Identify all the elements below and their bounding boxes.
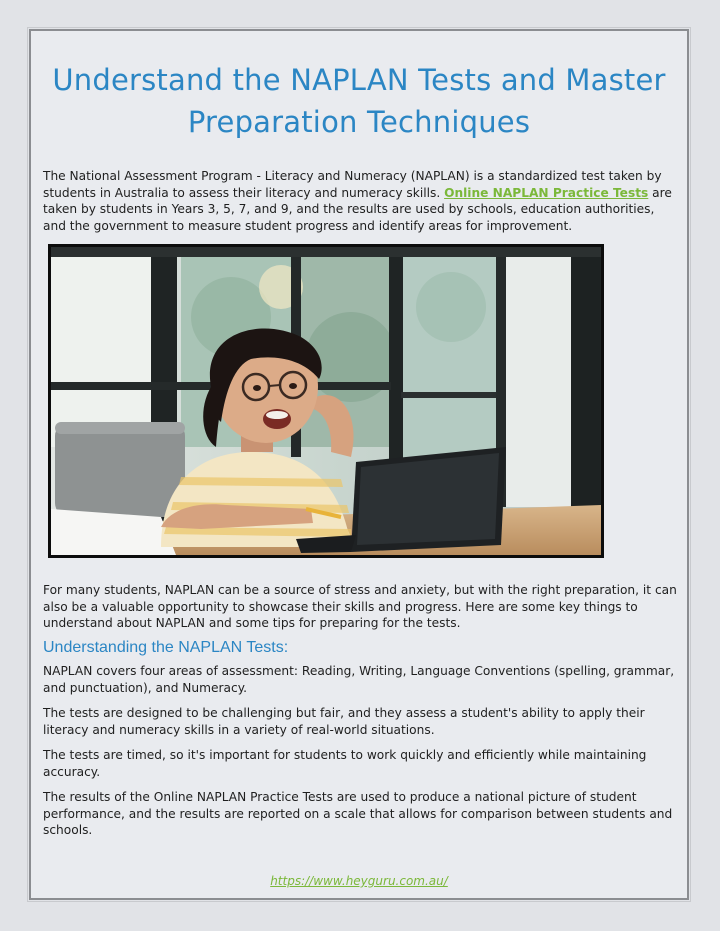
section-paragraph-3: The tests are timed, so it's important for students to work quickly and efficiently while maintaining accuracy. [43, 748, 647, 779]
section-paragraph-1: NAPLAN covers four areas of assessment: Reading, Writing, Language Conventions (spelling, grammar, and punctuation), and Numeracy. [43, 664, 675, 695]
naplan-practice-tests-link[interactable]: Online NAPLAN Practice Tests [444, 185, 649, 200]
document-title [31, 59, 687, 143]
footer-url-link[interactable]: https://www.heyguru.com.au/ [270, 874, 448, 888]
intro-text-after-link: are taken by students in Years 3, 5, 7, and 9, and the results are used by schools, education authorities, and the government to measure student progress and identify areas for improvement. [43, 185, 672, 233]
section-paragraph-2: The tests are designed to be challenging but fair, and they assess a student's ability to apply their literacy and numeracy skills in a variety of real-world situations. [43, 706, 645, 737]
intro-paragraph [43, 168, 679, 234]
after-image-paragraph: For many students, NAPLAN can be a source of stress and anxiety, but with the right preparation, it can also be a valuable opportunity to showcase their skills and progress. Here are some key things to understand about NAPLAN and some tips for preparing for the tests. [43, 583, 677, 630]
footer [31, 874, 687, 888]
section-paragraph-4: The results of the Online NAPLAN Practice Tests are used to produce a national picture of student performance, and the results are reported on a scale that allows for comparison between students and schools. [43, 790, 673, 837]
document-page [29, 29, 689, 900]
student-tablet-photo [48, 244, 604, 558]
title-text: Understand the NAPLAN Tests and Master Preparation Techniques [52, 63, 666, 139]
section-heading: Understanding the NAPLAN Tests: [43, 639, 289, 656]
intro-text-before-link: The National Assessment Program - Literacy and Numeracy (NAPLAN) is a standardized test taken by students in Australia to assess their literacy and numeracy skills. [43, 169, 662, 200]
